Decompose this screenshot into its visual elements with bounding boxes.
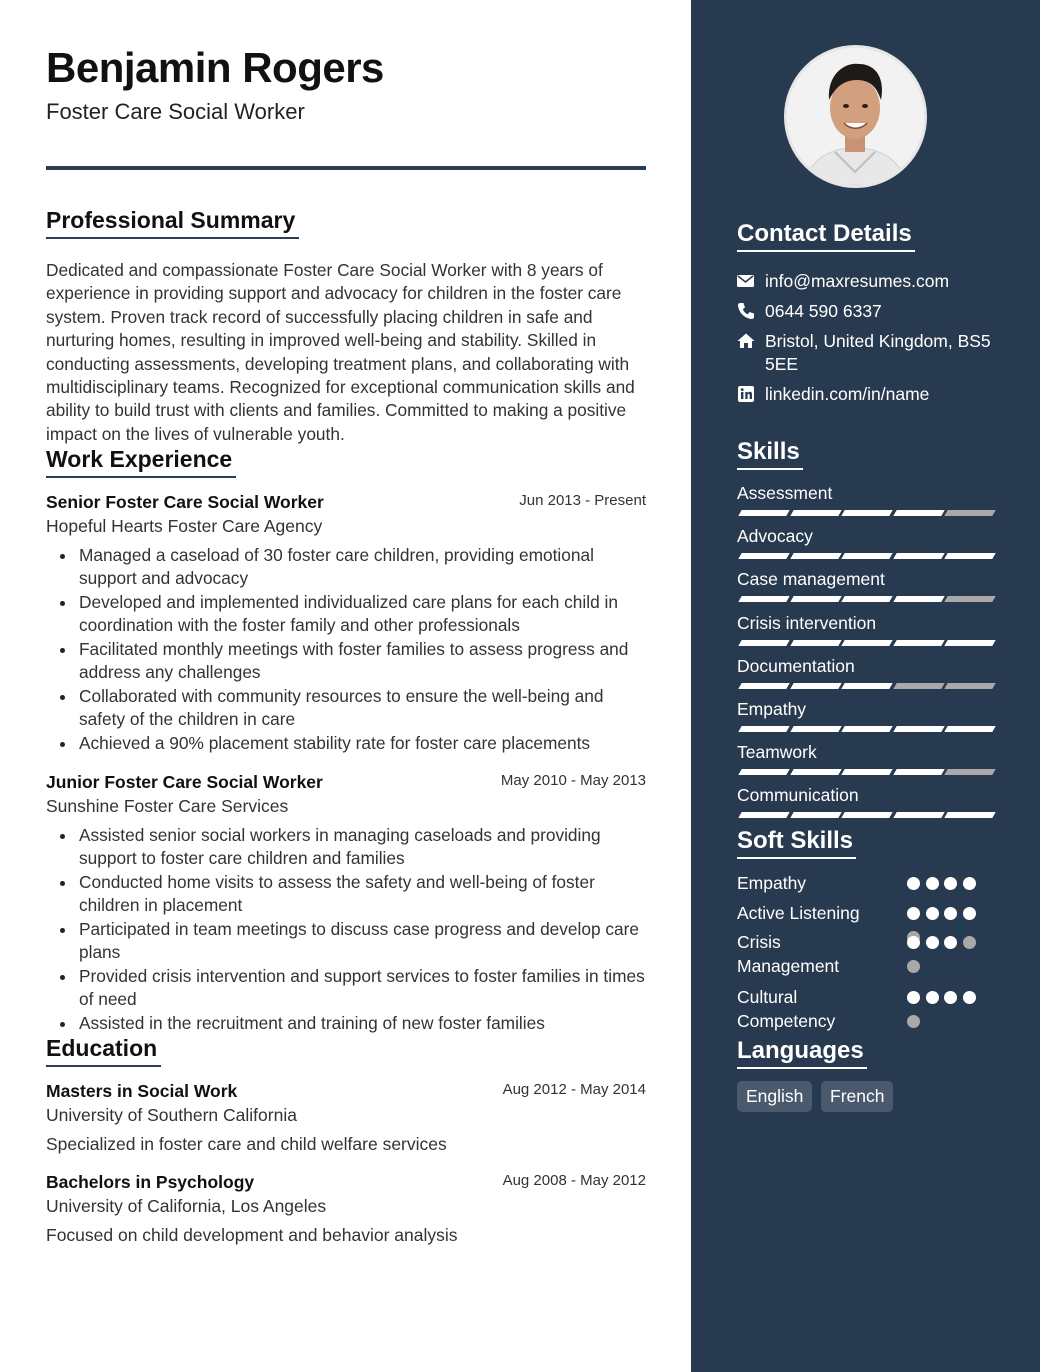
skill-segment-filled: [738, 769, 789, 775]
soft-skill-dot-filled: [926, 936, 939, 949]
skill-segment-filled: [790, 553, 841, 559]
skill-name: Crisis intervention: [737, 612, 877, 633]
soft-skill-dot-empty: [963, 936, 976, 949]
skill-level-bar: [737, 596, 993, 602]
job-bullet: Participated in team meetings to discuss case progress and develop care plans: [46, 918, 646, 965]
skill-segment-filled: [790, 726, 841, 732]
skill-segment-empty: [893, 683, 944, 689]
phone-text[interactable]: 0644 590 6337: [765, 301, 882, 321]
skill-item: [737, 699, 995, 720]
languages-heading: Languages: [737, 1037, 867, 1069]
soft-skill-dot-filled: [907, 991, 920, 1004]
job-bullet: Provided crisis intervention and support services to foster families in times of need: [46, 965, 646, 1012]
linkedin-icon: [737, 385, 755, 403]
skill-segment-filled: [841, 812, 892, 818]
skill-name: Empathy: [737, 699, 807, 719]
education-heading: Education: [46, 1035, 161, 1067]
soft-skill-name: Cultural Competency: [737, 987, 836, 1031]
soft-skill-dot-empty: [907, 1015, 920, 1028]
soft-skill-dot-filled: [963, 991, 976, 1004]
job-bullet: Achieved a 90% placement stability rate for foster care placements: [46, 732, 646, 755]
summary-text: Dedicated and compassionate Foster Care Social Worker with 8 years of experience in providing support and advocacy for children in the foster care system. Proven track record of successfully placing children in safe and nurturing homes, resulting in improved well-being and stability. Skilled in conducting assessments, developing treatment plans, and collaborating with multidisciplinary teams. Recognized for exceptional communication skills and ability to build trust with clients and families. Committed to making a positive impact on the lives of vulnerable youth.: [46, 260, 635, 444]
skill-level-bar: [737, 769, 993, 775]
skill-segment-filled: [738, 640, 789, 646]
email-text[interactable]: info@maxresumes.com: [765, 271, 950, 291]
skill-segment-filled: [790, 596, 841, 602]
education-date: Aug 2012 - May 2014: [502, 1081, 646, 1098]
job-date: May 2010 - May 2013: [500, 772, 646, 789]
job-bullet: Conducted home visits to assess the safety and well-being of foster children in placement: [46, 871, 646, 918]
address-text: Bristol, United Kingdom, BS5 5EE: [765, 331, 991, 374]
soft-skills-heading: Soft Skills: [737, 827, 856, 859]
skill-segment-filled: [841, 640, 892, 646]
skill-segment-filled: [790, 640, 841, 646]
degree-title: Masters in Social Work: [46, 1081, 238, 1101]
skill-segment-filled: [841, 596, 892, 602]
skill-segment-filled: [738, 553, 789, 559]
skill-level-bar: [737, 510, 993, 516]
skill-segment-filled: [893, 726, 944, 732]
skill-segment-filled: [893, 769, 944, 775]
linkedin-text[interactable]: linkedin.com/in/name: [765, 384, 930, 404]
skill-segment-filled: [738, 596, 789, 602]
skill-item: [737, 742, 995, 763]
skill-segment-filled: [790, 812, 841, 818]
job-title: Senior Foster Care Social Worker: [46, 492, 324, 512]
education-entry: [46, 1172, 646, 1246]
skill-segment-filled: [893, 553, 944, 559]
avatar-portrait-icon: [787, 48, 924, 185]
skill-segment-empty: [944, 510, 995, 516]
job-bullet: Managed a caseload of 30 foster care children, providing emotional support and advocacy: [46, 544, 646, 591]
education-description: Focused on child development and behavior analysis: [46, 1225, 458, 1245]
phone-icon: [737, 302, 755, 320]
skill-level-bar: [737, 726, 993, 732]
skills-heading: Skills: [737, 438, 803, 470]
candidate-name: Benjamin Rogers: [46, 44, 384, 91]
school-name: University of California, Los Angeles: [46, 1196, 327, 1216]
skill-name: Assessment: [737, 483, 833, 503]
envelope-icon: [737, 272, 755, 290]
soft-skill-dot-filled: [944, 936, 957, 949]
job-bullet: Assisted in the recruitment and training of new foster families: [46, 1012, 646, 1035]
skill-item: [737, 526, 995, 547]
soft-skill-dot-filled: [926, 907, 939, 920]
skill-name: Advocacy: [737, 526, 813, 547]
skill-item: [737, 613, 995, 634]
contact-heading: Contact Details: [737, 220, 915, 252]
soft-skill-dot-filled: [907, 877, 920, 890]
skill-item: [737, 569, 995, 590]
skill-segment-filled: [893, 640, 944, 646]
skill-segment-filled: [738, 812, 789, 818]
soft-skill-dot-filled: [944, 877, 957, 890]
profile-photo: [784, 45, 927, 188]
language-tag: English: [737, 1081, 812, 1112]
job-title: Junior Foster Care Social Worker: [46, 772, 323, 792]
skill-segment-empty: [944, 769, 995, 775]
skill-level-bar: [737, 812, 993, 818]
job-bullets: [46, 824, 646, 1035]
skill-name: Communication: [737, 785, 859, 806]
skill-level-bar: [737, 553, 993, 559]
education-date: Aug 2008 - May 2012: [502, 1172, 646, 1189]
skill-item: [737, 656, 995, 677]
soft-skill-dot-filled: [926, 991, 939, 1004]
soft-skill-dot-filled: [963, 877, 976, 890]
education-entry: [46, 1081, 646, 1155]
job-bullet: Facilitated monthly meetings with foster families to assess progress and address any challenges: [46, 638, 646, 685]
job-bullet: Assisted senior social workers in managing caseloads and providing support to foster care children and families: [46, 824, 646, 871]
skill-segment-filled: [893, 510, 944, 516]
job-organization: Sunshine Foster Care Services: [46, 796, 289, 816]
skill-segment-filled: [944, 726, 995, 732]
skill-item: [737, 785, 995, 806]
education-description: Specialized in foster care and child welfare services: [46, 1134, 447, 1154]
skill-segment-filled: [944, 553, 995, 559]
skill-name: Case management: [737, 569, 885, 590]
skill-segment-filled: [893, 596, 944, 602]
job-organization: Hopeful Hearts Foster Care Agency: [46, 516, 323, 536]
experience-heading: Work Experience: [46, 446, 236, 478]
skill-name: Documentation: [737, 655, 855, 676]
soft-skill-name: Empathy: [737, 873, 807, 893]
home-icon: [737, 332, 755, 350]
skill-segment-filled: [944, 640, 995, 646]
header-divider: [46, 166, 646, 170]
soft-skill-dot-filled: [907, 907, 920, 920]
skill-level-bar: [737, 683, 993, 689]
skill-segment-filled: [893, 812, 944, 818]
skill-segment-empty: [944, 683, 995, 689]
skill-name: Teamwork: [737, 742, 817, 763]
skill-segment-filled: [841, 510, 892, 516]
skill-segment-filled: [738, 510, 789, 516]
skill-segment-filled: [841, 553, 892, 559]
job-entry: [46, 772, 646, 1036]
degree-title: Bachelors in Psychology: [46, 1172, 255, 1192]
skill-segment-empty: [944, 596, 995, 602]
soft-skill-name: Active Listening: [737, 903, 860, 923]
job-date: Jun 2013 - Present: [519, 492, 646, 509]
skill-segment-filled: [841, 769, 892, 775]
skill-segment-filled: [738, 726, 789, 732]
soft-skill-name: Crisis Management: [737, 932, 840, 976]
language-tag: French: [821, 1081, 893, 1112]
soft-skill-dot-filled: [963, 907, 976, 920]
school-name: University of Southern California: [46, 1105, 297, 1125]
skill-segment-filled: [790, 769, 841, 775]
soft-skill-dot-filled: [944, 991, 957, 1004]
job-bullet: Developed and implemented individualized care plans for each child in coordination with the foster family and other professionals: [46, 591, 646, 638]
soft-skill-dot-filled: [944, 907, 957, 920]
job-bullet: Collaborated with community resources to ensure the well-being and safety of the children in care: [46, 685, 646, 732]
soft-skill-dot-filled: [926, 877, 939, 890]
summary-heading: Professional Summary: [46, 207, 299, 239]
job-entry: [46, 492, 646, 756]
job-bullets: [46, 544, 646, 755]
skill-segment-filled: [944, 812, 995, 818]
candidate-title: Foster Care Social Worker: [46, 99, 305, 124]
soft-skill-dot-empty: [907, 960, 920, 973]
skill-level-bar: [737, 640, 993, 646]
skill-segment-filled: [790, 683, 841, 689]
skill-segment-filled: [841, 683, 892, 689]
skill-segment-filled: [738, 683, 789, 689]
skill-segment-filled: [790, 510, 841, 516]
skill-item: [737, 483, 995, 504]
soft-skill-dot-filled: [907, 936, 920, 949]
skill-segment-filled: [841, 726, 892, 732]
